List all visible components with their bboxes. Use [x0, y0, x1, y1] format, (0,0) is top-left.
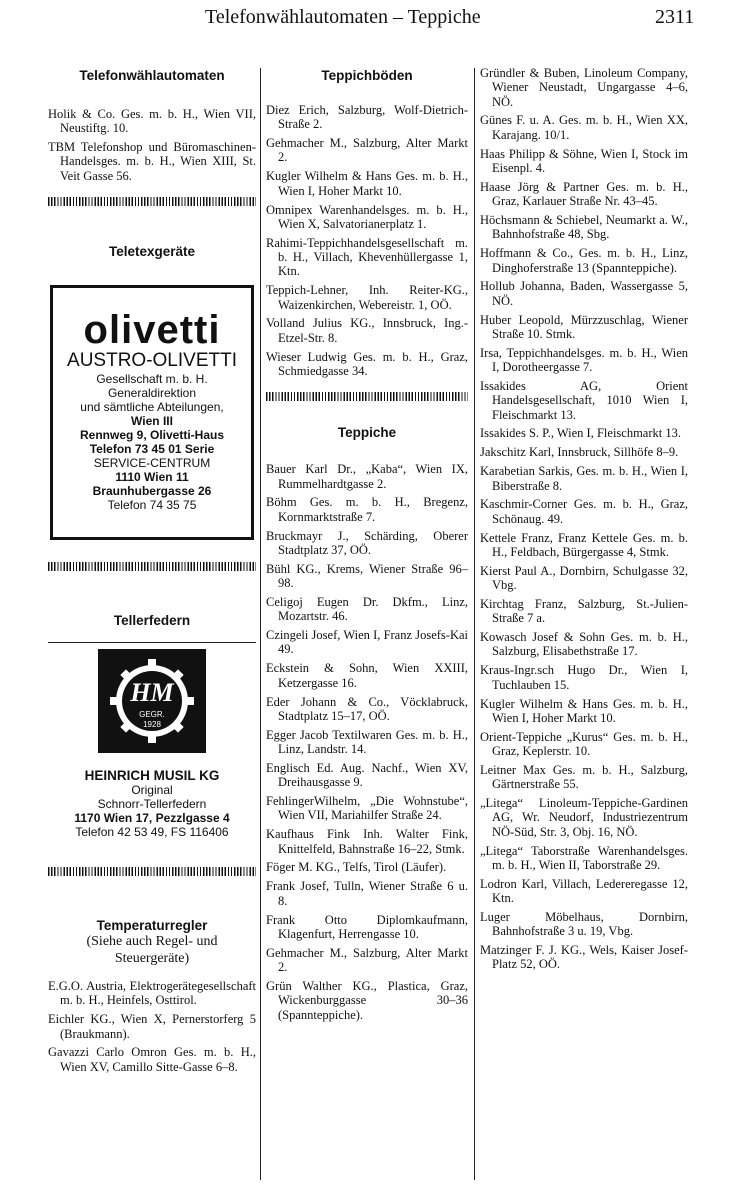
list-item: Wieser Ludwig Ges. m. b. H., Graz, Schmiedgasse 34. [266, 349, 468, 378]
list-item: Issakides AG, Orient Handelsgesellschaft, 1010 Wien I, Fleischmarkt 13. [480, 378, 688, 422]
separator-bar [266, 392, 468, 401]
list-item: Kraus-Ingr.sch Hugo Dr., Wien I, Tuchlauben 15. [480, 663, 688, 692]
column-divider [474, 68, 475, 1180]
list-item: Föger M. KG., Telfs, Tirol (Läufer). [266, 860, 447, 875]
list-item: Kowasch Josef & Sohn Ges. m. b. H., Salzburg, Elisabethstraße 17. [480, 630, 688, 659]
section-heading: Teletexgeräte [108, 244, 196, 260]
list-item: Karabetian Sarkis, Ges. m. b. H., Wien I, Biberstraße 8. [480, 464, 688, 493]
list-item: Böhm Ges. m. b. H., Bregenz, Kornmarktstraße 7. [266, 495, 468, 524]
section-heading: Teppichböden [321, 68, 413, 83]
ad-line: 1110 Wien 11 [115, 470, 189, 485]
section-subheading: (Siehe auch Regel- und Steuergeräte) [86, 934, 218, 967]
list-item: TBM Telefonshop und Büromaschinen-Handelsges. m. b. H., Wien XIII, St. Veit Gasse 56. [48, 140, 256, 183]
list-item: Haase Jörg & Partner Ges. m. b. H., Graz, Karlauer Straße Nr. 43–45. [480, 179, 688, 209]
list-item: Eckstein & Sohn, Wien XXIII, Ketzergasse 16. [266, 661, 468, 690]
ad-line: 1170 Wien 17, Pezzlgasse 4 [74, 811, 230, 826]
list-item: Egger Jacob Textilwaren Ges. m. b. H., Linz, Landstr. 14. [266, 727, 468, 756]
list-item: Gavazzi Carlo Omron Ges. m. b. H., Wien XV, Camillo Sitte-Gasse 6–8. [48, 1045, 256, 1074]
list-item: Kaufhaus Fink Inh. Walter Fink, Knittelfeld, Bahnstraße 16–22, Stmk. [266, 827, 468, 856]
ad-company: HEINRICH MUSIL KG [84, 768, 220, 784]
list-item: Celigoj Eugen Dr. Dkfm., Linz, Mozartstr. 46. [266, 594, 468, 624]
list-item: Orient-Teppiche „Kurus“ Ges. m. b. H., Graz, Keplerstr. 10. [480, 729, 688, 759]
list-item: Bühl KG., Krems, Wiener Straße 96–98. [266, 561, 468, 591]
logo-monogram: HM [130, 678, 174, 708]
ad-line: Generaldirektion [107, 386, 197, 401]
list-item: Englisch Ed. Aug. Nachf., Wien XV, Dreihausgasse 9. [266, 760, 468, 790]
list-item: FehlingerWilhelm, „Die Wohnstube“, Wien VII, Mariahilfer Straße 24. [266, 794, 468, 823]
list-item: Frank Otto Diplomkaufmann, Klagenfurt, Herrengasse 10. [266, 912, 468, 941]
section-heading: Tellerfedern [113, 613, 191, 629]
ad-line: Gesellschaft m. b. H. [96, 372, 208, 387]
separator-bar [48, 197, 256, 206]
list-item: Luger Möbelhaus, Dornbirn, Bahnhofstraße 3 u. 19, Vbg. [480, 909, 688, 939]
ad-line: Telefon 74 35 75 [107, 498, 197, 513]
list-item: Gehmacher M., Salzburg, Alter Markt 2. [266, 136, 468, 165]
list-item: Holik & Co. Ges. m. b. H., Wien VII, Neustiftg. 10. [48, 107, 256, 136]
column-1 [48, 62, 256, 1079]
list-item: Eichler KG., Wien X, Pernerstorferg 5 (Braukmann). [48, 1012, 256, 1041]
section-heading: Teppiche [337, 425, 397, 441]
list-item: Haas Philipp & Söhne, Wien I, Stock im Eisenpl. 4. [480, 146, 688, 175]
list-item: Bauer Karl Dr., „Kaba“, Wien IX, Rummelhardtgasse 2. [266, 462, 468, 491]
list-item: Günes F. u. A. Ges. m. b. H., Wien XX, Karajang. 10/1. [480, 113, 688, 142]
list-item: Volland Julius KG., Innsbruck, Ing.-Etzel-Str. 8. [266, 316, 468, 345]
list-item: Jakschitz Karl, Innsbruck, Sillhöfe 8–9. [480, 445, 679, 460]
ad-line: Rennweg 9, Olivetti-Haus [79, 428, 225, 443]
list-item: Hoffmann & Co., Ges. m. b. H., Linz, Dinghoferstraße 13 (Spannteppiche). [480, 246, 688, 275]
list-item: Hollub Johanna, Baden, Wassergasse 5, NÖ. [480, 279, 688, 308]
ad-line: Original [131, 783, 173, 798]
ad-line: Wien III [131, 414, 173, 429]
list-item: Teppich-Lehner, Inh. Reiter-KG., Waizenkirchen, Webereistr. 1, OÖ. [266, 283, 468, 312]
section-heading: Telefonwählautomaten [79, 68, 225, 83]
section-heading: Temperaturregler [96, 918, 208, 934]
list-item: Höchsmann & Schiebel, Neumarkt a. W., Bahnhofstraße 48, Sbg. [480, 213, 688, 242]
list-item: „Litega“ Taborstraße Warenhandelsges. m. b. H., Wien II, Taborstraße 29. [480, 843, 688, 872]
separator-bar [48, 562, 256, 571]
ad-line: Telefon 42 53 49, FS 116406 [75, 825, 229, 840]
list-item: Gehmacher M., Salzburg, Alter Markt 2. [266, 945, 468, 975]
list-item: Diez Erich, Salzburg, Wolf-Dietrich-Straße 2. [266, 103, 468, 132]
column-2 [266, 62, 468, 1026]
page-header [0, 6, 739, 36]
list-item: Grün Walther KG., Plastica, Graz, Wickenburggasse 30–36 (Spannteppiche). [266, 978, 468, 1022]
page-title: Telefonwählautomaten – Teppiche [205, 6, 481, 28]
list-item: „Litega“ Linoleum-Teppiche-Gardinen AG, Wr. Neudorf, Industriezentrum NÖ-Süd, Str. 3, Obj. 16, NÖ. [480, 796, 688, 839]
ad-line: SERVICE-CENTRUM [93, 456, 211, 471]
list-item: Kirchtag Franz, Salzburg, St.-Julien-Straße 7 a. [480, 597, 688, 626]
olivetti-advertisement [50, 285, 254, 540]
list-item: Lodron Karl, Villach, Ledereregasse 12, Ktn. [480, 876, 688, 906]
ad-line: Schnorr-Tellerfedern [97, 797, 207, 812]
list-item: Issakides S. P., Wien I, Fleischmarkt 13. [480, 426, 681, 441]
divider [48, 642, 256, 643]
separator-bar [48, 867, 256, 876]
list-item: Kugler Wilhelm & Hans Ges. m. b. H., Wien I, Hoher Markt 10. [480, 696, 688, 725]
list-item: Huber Leopold, Mürzzuschlag, Wiener Straße 10. Stmk. [480, 312, 688, 341]
list-item: Matzinger F. J. KG., Wels, Kaiser Josef-Platz 52, OÖ. [480, 943, 688, 972]
list-item: Bruckmayr J., Schärding, Oberer Stadtplatz 37, OÖ. [266, 528, 468, 557]
logo-sub: GEGR. [139, 710, 165, 720]
column-3 [480, 66, 688, 976]
musil-advertisement [48, 649, 256, 839]
olivetti-logo: olivetti [83, 308, 221, 353]
list-item: Kierst Paul A., Dornbirn, Schulgasse 32, Vbg. [480, 563, 688, 593]
ad-company: AUSTRO-OLIVETTI [67, 350, 237, 372]
teppichboden-list [266, 103, 468, 378]
teppiche-list-continued [480, 66, 688, 972]
ad-line: und sämtliche Abteilungen, [80, 400, 224, 415]
list-item: Gründler & Buben, Linoleum Company, Wiener Neustadt, Ungargasse 4–6, NÖ. [480, 66, 688, 109]
gear-logo-icon [82, 649, 222, 757]
list-item: Eder Johann & Co., Vöcklabruck, Stadtplatz 15–17, OÖ. [266, 694, 468, 723]
page-number: 2311 [655, 6, 695, 28]
list-item: Kettele Franz, Franz Kettele Ges. m. b. H., Feldbach, Bürgergasse 4, Stmk. [480, 530, 688, 559]
list-item: Frank Josef, Tulln, Wiener Straße 6 u. 8. [266, 879, 468, 908]
list-item: Leitner Max Ges. m. b. H., Salzburg, Gärtnerstraße 55. [480, 762, 688, 792]
list-item: Irsa, Teppichhandelsges. m. b. H., Wien I, Dorotheergasse 7. [480, 345, 688, 375]
ad-line: Braunhubergasse 26 [92, 484, 212, 499]
list-item: Czingeli Josef, Wien I, Franz Josefs-Kai 49. [266, 628, 468, 657]
list-item: E.G.O. Austria, Elektrogerätegesellschaft m. b. H., Heinfels, Osttirol. [48, 979, 256, 1008]
teppiche-list [266, 462, 468, 1022]
list-item: Rahimi-Teppichhandelsgesellschaft m. b. H., Villach, Khevenhüllergasse 1, Ktn. [266, 235, 468, 279]
list-item: Kaschmir-Corner Ges. m. b. H., Graz, Schönaug. 49. [480, 497, 688, 526]
logo-year: 1928 [143, 720, 161, 730]
ad-line: Telefon 73 45 01 Serie [89, 442, 215, 457]
column-divider [260, 68, 261, 1180]
list-item: Omnipex Warenhandelsges. m. b. H., Wien X, Salvatorianerplatz 1. [266, 202, 468, 231]
list-item: Kugler Wilhelm & Hans Ges. m. b. H., Wien I, Hoher Markt 10. [266, 169, 468, 198]
